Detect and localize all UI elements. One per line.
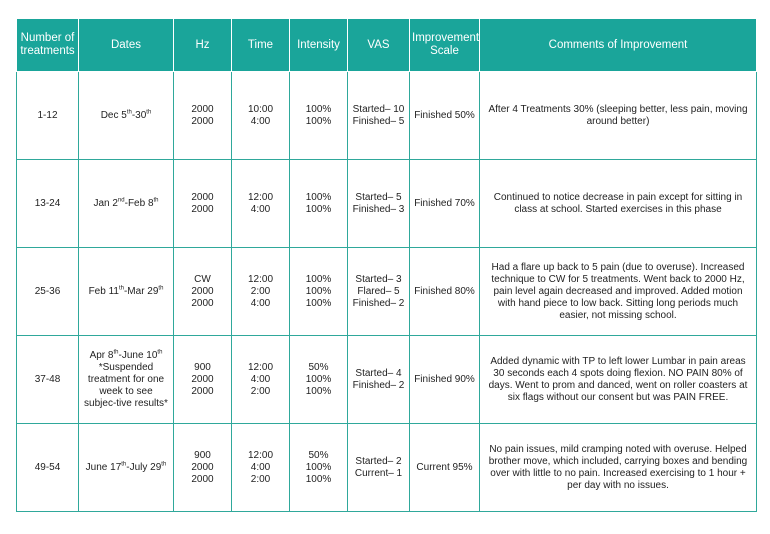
vas-value: Started– 2 — [355, 455, 402, 467]
header-vas: VAS — [348, 19, 410, 72]
cell-improvement: Finished 70% — [410, 160, 480, 248]
time-value: 12:00 — [247, 191, 274, 203]
cell-treatments: 1-12 — [17, 72, 79, 160]
hz-value: 2000 — [191, 385, 214, 397]
hz-value: 2000 — [191, 203, 214, 215]
table-row — [17, 424, 757, 512]
cell-treatments: 25-36 — [17, 248, 79, 336]
cell-hz — [174, 72, 232, 160]
cell-time — [232, 72, 290, 160]
date-text: -30 — [131, 109, 147, 121]
cell-dates — [79, 336, 174, 424]
vas-value: Started– 4 — [355, 367, 402, 379]
time-value: 2:00 — [250, 285, 271, 297]
intensity-value: 100% — [305, 285, 332, 297]
date-text: -Feb 8 — [124, 197, 154, 209]
hz-value: 2000 — [191, 285, 214, 297]
header-intensity: Intensity — [290, 19, 348, 72]
date-suffix: th — [146, 109, 152, 116]
time-value: 4:00 — [250, 373, 271, 385]
header-improvement: Improvement Scale — [410, 19, 480, 72]
hz-value: 2000 — [191, 191, 214, 203]
date-suffix: th — [157, 349, 163, 356]
vas-value: Started– 3 — [355, 273, 402, 285]
intensity-value: 100% — [305, 273, 332, 285]
cell-vas — [348, 248, 410, 336]
date-text: *Suspended treatment for one week to see subjec-tive results* — [84, 361, 168, 409]
intensity-value: 100% — [305, 203, 332, 215]
time-value: 4:00 — [250, 461, 271, 473]
cell-comments: Had a flare up back to 5 pain (due to overuse). Increased technique to CW for 5 treatments. Went back to 2000 Hz, pain level again decreased and improved. Added motion with hand piece to low back. Sitting long periods much easier, not missing school. — [480, 248, 757, 336]
date-suffix: th — [113, 349, 119, 356]
header-hz: Hz — [174, 19, 232, 72]
cell-treatments: 13-24 — [17, 160, 79, 248]
date-text: -July 29 — [126, 461, 162, 473]
cell-improvement: Current 95% — [410, 424, 480, 512]
intensity-value: 100% — [305, 473, 332, 485]
cell-treatments: 49-54 — [17, 424, 79, 512]
date-suffix: th — [153, 197, 159, 204]
cell-improvement: Finished 80% — [410, 248, 480, 336]
date-text: Dec 5 — [100, 109, 127, 121]
intensity-value: 100% — [305, 373, 332, 385]
vas-value: Flared– 5 — [357, 285, 400, 297]
cell-hz — [174, 424, 232, 512]
hz-value: 2000 — [191, 473, 214, 485]
time-value: 12:00 — [247, 273, 274, 285]
time-value: 2:00 — [250, 385, 271, 397]
table-row — [17, 72, 757, 160]
time-value: 10:00 — [247, 103, 274, 115]
intensity-value: 100% — [305, 385, 332, 397]
vas-value: Finished– 2 — [352, 379, 405, 391]
date-suffix: th — [121, 461, 127, 468]
cell-hz — [174, 248, 232, 336]
cell-hz — [174, 160, 232, 248]
cell-intensity — [290, 160, 348, 248]
time-value: 4:00 — [250, 203, 271, 215]
time-value: 12:00 — [247, 361, 274, 373]
treatment-table — [16, 18, 757, 512]
cell-comments: Added dynamic with TP to left lower Lumbar in pain areas 30 seconds each 4 spots doing flexion. NO PAIN 80% of days. Went to prom and danced, went on roller coasters at six flags without our consent but was PAIN FREE. — [480, 336, 757, 424]
table-body — [17, 72, 757, 512]
date-text: -June 10 — [118, 349, 158, 361]
cell-treatments: 37-48 — [17, 336, 79, 424]
cell-intensity — [290, 248, 348, 336]
vas-value: Started– 10 — [352, 103, 405, 115]
intensity-value: 100% — [305, 103, 332, 115]
cell-comments: After 4 Treatments 30% (sleeping better, less pain, moving around better) — [480, 72, 757, 160]
cell-time — [232, 160, 290, 248]
vas-value: Started– 5 — [355, 191, 402, 203]
cell-time — [232, 336, 290, 424]
cell-vas — [348, 424, 410, 512]
vas-value: Finished– 2 — [352, 297, 405, 309]
intensity-value: 50% — [308, 449, 329, 461]
intensity-value: 100% — [305, 191, 332, 203]
header-row — [17, 19, 757, 72]
hz-value: 2000 — [191, 115, 214, 127]
cell-time — [232, 248, 290, 336]
table-row — [17, 336, 757, 424]
cell-dates — [79, 160, 174, 248]
date-suffix: th — [161, 461, 167, 468]
vas-value: Finished– 5 — [352, 115, 405, 127]
date-text: Jan 2 — [93, 197, 118, 209]
date-text: -Mar 29 — [123, 285, 159, 297]
hz-value: 900 — [194, 361, 211, 373]
date-suffix: nd — [117, 197, 125, 204]
cell-dates — [79, 72, 174, 160]
time-value: 4:00 — [250, 297, 271, 309]
cell-comments: Continued to notice decrease in pain except for sitting in class at school. Started exercises in this phase — [480, 160, 757, 248]
cell-dates — [79, 424, 174, 512]
cell-vas — [348, 72, 410, 160]
header-comments: Comments of Improvement — [480, 19, 757, 72]
cell-dates — [79, 248, 174, 336]
treatment-table-container — [16, 18, 756, 512]
hz-value: 2000 — [191, 461, 214, 473]
cell-vas — [348, 160, 410, 248]
cell-vas — [348, 336, 410, 424]
table-row — [17, 160, 757, 248]
cell-intensity — [290, 424, 348, 512]
cell-improvement: Finished 90% — [410, 336, 480, 424]
vas-value: Current– 1 — [354, 467, 403, 479]
date-text: Feb 11 — [88, 285, 119, 297]
cell-comments: No pain issues, mild cramping noted with overuse. Helped brother move, which included, carrying boxes and bending over with little to no pain. Increased exercising to 1 hour + per day with no issues. — [480, 424, 757, 512]
date-text: Apr 8 — [89, 349, 114, 361]
time-value: 2:00 — [250, 473, 271, 485]
table-row — [17, 248, 757, 336]
intensity-value: 100% — [305, 297, 332, 309]
cell-hz — [174, 336, 232, 424]
date-suffix: th — [126, 109, 132, 116]
vas-value: Finished– 3 — [352, 203, 405, 215]
header-treatments: Number of treatments — [17, 19, 79, 72]
intensity-value: 100% — [305, 461, 332, 473]
cell-improvement: Finished 50% — [410, 72, 480, 160]
hz-value: 2000 — [191, 373, 214, 385]
hz-value: 2000 — [191, 297, 214, 309]
header-time: Time — [232, 19, 290, 72]
hz-value: 2000 — [191, 103, 214, 115]
hz-value: CW — [194, 273, 211, 285]
cell-intensity — [290, 336, 348, 424]
intensity-value: 100% — [305, 115, 332, 127]
date-suffix: th — [158, 285, 164, 292]
header-dates: Dates — [79, 19, 174, 72]
time-value: 12:00 — [247, 449, 274, 461]
date-suffix: th — [118, 285, 124, 292]
intensity-value: 50% — [308, 361, 329, 373]
cell-time — [232, 424, 290, 512]
cell-intensity — [290, 72, 348, 160]
hz-value: 900 — [194, 449, 211, 461]
time-value: 4:00 — [250, 115, 271, 127]
date-text: June 17 — [85, 461, 122, 473]
